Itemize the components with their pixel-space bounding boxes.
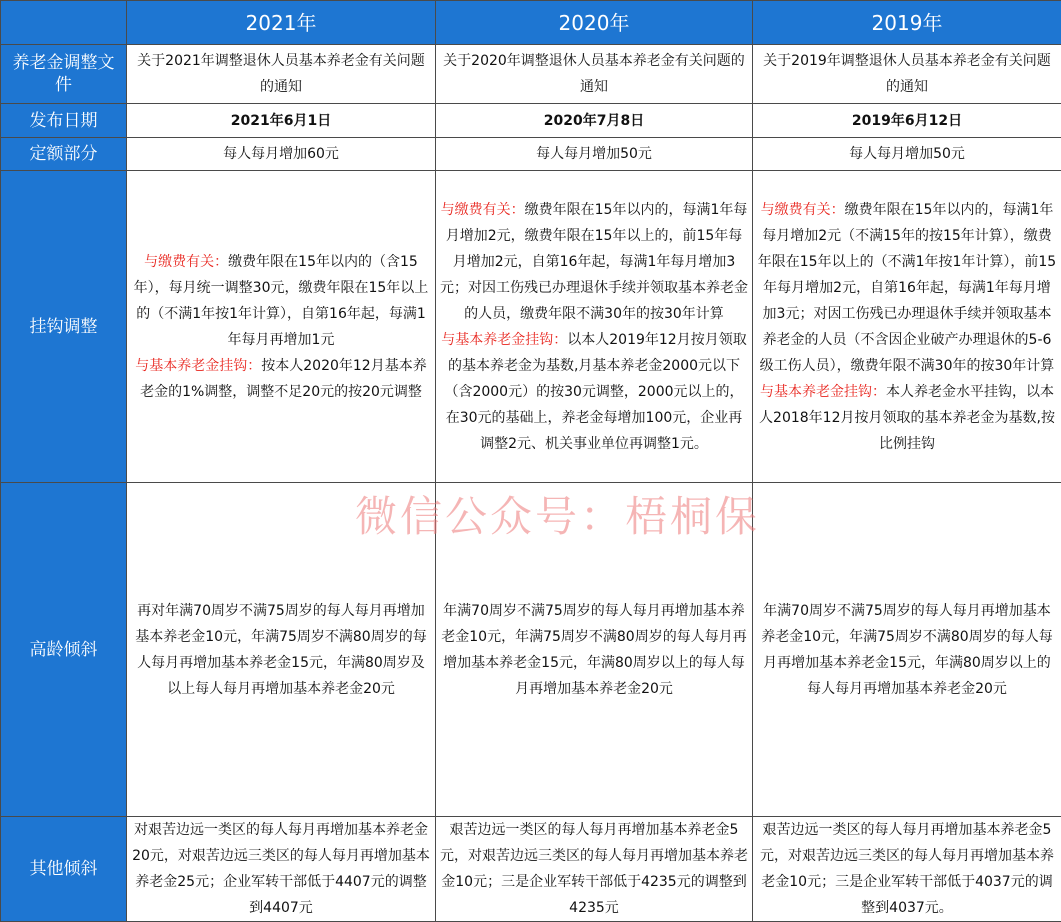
fixed-2020: 每人每月增加50元 (436, 138, 753, 171)
date-2019: 2019年6月12日 (753, 104, 1061, 138)
contribution-label: 与缴费有关： (144, 254, 228, 270)
fixed-2021: 每人每月增加60元 (127, 138, 436, 171)
fixed-2019: 每人每月增加50元 (753, 138, 1061, 171)
other-2020: 艰苦边远一类区的每人每月再增加基本养老金5元，对艰苦边远三类区的每人每月再增加基本养老金10元；三是企业军转干部低于4235元的调整到4235元 (436, 817, 753, 922)
document-2020: 关于2020年调整退休人员基本养老金有关问题的通知 (436, 45, 753, 104)
row-header-other: 其他倾斜 (1, 817, 127, 922)
date-2020: 2020年7月8日 (436, 104, 753, 138)
date-2021: 2021年6月1日 (127, 104, 436, 138)
contribution-text: 缴费年限在15年以内的（含15年），每月统一调整30元，缴费年限在15年以上的（不满1年按1年计算），自第16年起，每满1年每月再增加1元 (134, 254, 429, 348)
pension-link-text: 以本人2019年12月按月领取的基本养老金为基数,月基本养老金2000元以下（含2000元）的按30元调整，2000元以上的，在30元的基础上，养老金每增加100元，企业再调整2元、机关事业单位再调整1元。 (444, 332, 746, 452)
watermark: 微信公众号：梧桐保 (355, 484, 760, 544)
year-header-2020: 2020年 (436, 1, 753, 45)
row-header-document: 养老金调整文件 (1, 45, 127, 104)
pension-link-label: 与基本养老金挂钩： (760, 384, 886, 400)
elderly-2019: 年满70周岁不满75周岁的每人每月再增加基本养老金10元，年满75周岁不满80周岁的每人每月再增加基本养老金15元，年满80周岁以上的每人每月再增加基本养老金20元 (753, 483, 1061, 817)
linked-2021 (127, 171, 436, 483)
date-row (1, 104, 1061, 138)
row-header-elderly: 高龄倾斜 (1, 483, 127, 817)
pension-link-text: 本人养老金水平挂钩，以本人2018年12月按月领取的基本养老金为基数,按比例挂钩 (759, 384, 1055, 452)
row-header-linked: 挂钩调整 (1, 171, 127, 483)
pension-link-label: 与基本养老金挂钩： (135, 358, 261, 374)
linked-row (1, 171, 1061, 483)
pension-link-label: 与基本养老金挂钩： (441, 332, 567, 348)
row-header-fixed: 定额部分 (1, 138, 127, 171)
linked-2019 (753, 171, 1061, 483)
document-row (1, 45, 1061, 104)
row-header-date: 发布日期 (1, 104, 127, 138)
pension-link-text: 按本人2020年12月基本养老金的1%调整，调整不足20元的按20元调整 (140, 358, 427, 400)
elderly-2020: 年满70周岁不满75周岁的每人每月再增加基本养老金10元，年满75周岁不满80周岁的每人每月再增加基本养老金15元，年满80周岁以上的每人每月再增加基本养老金20元 (436, 483, 753, 817)
contribution-text: 缴费年限在15年以内的，每满1年每月增加2元（不满15年的按15年计算），缴费年限在15年以上的（不满1年按1年计算），前15年每月增加2元，自第16年起，每满1年每月增加3元；对因工伤残已办理退休手续并领取基本养老金的人员（不含因企业破产办理退休的5-6级工伤人员），缴费年限不满30年的按30年计算 (758, 202, 1056, 374)
other-2019: 艰苦边远一类区的每人每月再增加基本养老金5元，对艰苦边远三类区的每人每月再增加基本养老金10元；三是企业军转干部低于4037元的调整到4037元。 (753, 817, 1061, 922)
year-header-2019: 2019年 (753, 1, 1061, 45)
other-2021: 对艰苦边远一类区的每人每月再增加基本养老金20元，对艰苦边远三类区的每人每月再增加基本养老金25元；企业军转干部低于4407元的调整到4407元 (127, 817, 436, 922)
other-row (1, 817, 1061, 922)
corner-cell (1, 1, 127, 45)
contribution-label: 与缴费有关： (761, 202, 845, 218)
document-2019: 关于2019年调整退休人员基本养老金有关问题的通知 (753, 45, 1061, 104)
contribution-label: 与缴费有关： (441, 202, 525, 218)
year-header-2021: 2021年 (127, 1, 436, 45)
fixed-row (1, 138, 1061, 171)
contribution-text: 缴费年限在15年以内的，每满1年每月增加2元，缴费年限在15年以上的，前15年每月增加2元，自第16年起，每满1年每月增加3元；对因工伤残已办理退休手续并领取基本养老金的人员，缴费年限不满30年的按30年计算 (440, 202, 748, 322)
document-2021: 关于2021年调整退休人员基本养老金有关问题的通知 (127, 45, 436, 104)
linked-2020 (436, 171, 753, 483)
year-header-row (1, 1, 1061, 45)
elderly-row (1, 483, 1061, 817)
elderly-2021: 再对年满70周岁不满75周岁的每人每月再增加基本养老金10元，年满75周岁不满80周岁的每人每月再增加基本养老金15元，年满80周岁及以上每人每月再增加基本养老金20元 (127, 483, 436, 817)
